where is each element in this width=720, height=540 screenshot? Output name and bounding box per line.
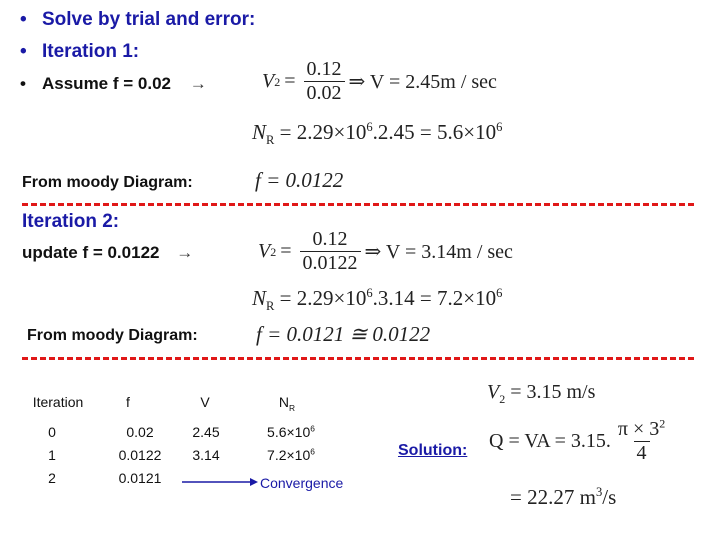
- bullet-iteration1-text: Iteration 1:: [42, 41, 140, 62]
- iter2-velocity-equation: V 2 = $\frac{0.12}{0.0122}$ ⇒ V = 3.14m / sec: [258, 228, 513, 274]
- bullet-iteration1: [20, 41, 139, 63]
- bullet-solve-text: Solve by trial and error:: [42, 9, 256, 30]
- exp: 6: [310, 446, 315, 457]
- nr-0: [256, 424, 326, 440]
- iter2-moody-label: From moody Diagram:: [27, 327, 198, 344]
- iter2-moody-f: f = 0.0121 ≅ 0.0122: [256, 322, 431, 346]
- exp: 2: [659, 416, 666, 431]
- exp: 6: [366, 286, 373, 300]
- nr-symbol: N: [252, 120, 267, 144]
- exp: 6: [496, 120, 503, 134]
- v-symbol: V: [262, 70, 275, 92]
- bullet-dot: •: [20, 9, 27, 30]
- v-symbol: V: [487, 381, 500, 403]
- q-num-text: π × 3: [617, 418, 660, 440]
- nr-symbol: N: [252, 286, 267, 310]
- nr-base: 7.2×10: [267, 447, 311, 463]
- nr-sub: R: [289, 402, 296, 413]
- nr-mid: .2.45 = 5.6×10: [372, 120, 497, 144]
- nr-symbol: N: [278, 394, 290, 410]
- nr-base: 5.6×10: [267, 424, 311, 440]
- iter1-moody-label: From moody Diagram:: [22, 174, 193, 191]
- exp: 3: [595, 485, 603, 499]
- bullet-dot: •: [20, 41, 27, 62]
- exp: 6: [496, 286, 503, 300]
- bullet-assume: [20, 74, 207, 94]
- nr-mid: .3.14 = 7.2×10: [372, 286, 497, 310]
- header-nr: [262, 394, 312, 413]
- iter1-moody-f: f = 0.0122: [255, 168, 344, 192]
- q-den: 4: [634, 441, 650, 465]
- nr-sub: R: [266, 133, 275, 148]
- solution-label: Solution:: [398, 442, 468, 459]
- iteration-2: 2: [48, 470, 56, 486]
- update-line: [22, 243, 193, 263]
- v-1: 3.14: [192, 447, 220, 463]
- convergence-arrow-icon: [180, 472, 260, 492]
- arrow-icon: →: [176, 243, 194, 262]
- f-0: 0.02: [126, 424, 154, 440]
- q-unit: /s: [602, 485, 617, 509]
- equals: =: [280, 240, 292, 262]
- iter1-result: ⇒ V = 2.45m / sec: [348, 71, 497, 93]
- iter2-result: ⇒ V = 3.14m / sec: [364, 241, 513, 263]
- iteration-0: 0: [48, 424, 56, 440]
- q-result: = 22.27 m: [510, 485, 596, 509]
- q-num: [615, 418, 668, 441]
- divider-2: [22, 357, 694, 360]
- iter1-num: 0.12: [306, 58, 342, 80]
- header-v: V: [200, 394, 210, 410]
- convergence-label: Convergence: [260, 475, 344, 491]
- nr-rhs: = 2.29×10: [279, 120, 367, 144]
- arrow-icon: →: [189, 74, 207, 93]
- v2-rhs: = 3.15 m/s: [510, 381, 596, 403]
- bullet-solve: [20, 9, 255, 31]
- nr-rhs: = 2.29×10: [279, 286, 367, 310]
- update-text: update f = 0.0122: [22, 243, 160, 262]
- divider-1: [22, 203, 694, 206]
- iter2-den: 0.0122: [300, 251, 361, 275]
- f-2: 0.0121: [118, 470, 162, 486]
- v-0: 2.45: [192, 424, 220, 440]
- iter1-reynolds: [252, 120, 503, 148]
- f-1: 0.0122: [118, 447, 162, 463]
- bullet-dot: •: [20, 74, 26, 93]
- v-sub: 2: [499, 392, 506, 406]
- exp: 6: [366, 120, 373, 134]
- nr-sub: R: [266, 299, 275, 314]
- iteration2-heading: Iteration 2:: [22, 211, 120, 232]
- solution-q-result: [510, 485, 616, 510]
- iter1-fraction: [304, 58, 345, 105]
- iter2-num: 0.12: [312, 228, 348, 250]
- q-lhs: Q = VA = 3.15.: [489, 430, 611, 452]
- exp: 6: [310, 423, 315, 434]
- iter2-reynolds: [252, 286, 503, 314]
- v-symbol: V: [258, 240, 271, 262]
- iteration-1: 1: [48, 447, 56, 463]
- iter1-den: 0.02: [304, 81, 345, 105]
- solution-v2: [487, 381, 595, 404]
- header-f: f: [126, 394, 130, 410]
- assume-text: Assume f = 0.02: [42, 74, 171, 93]
- iter1-velocity-equation: V 2 = $\frac{0.12}{0.02}$ ⇒ V = 2.45m / sec: [262, 58, 497, 104]
- nr-1: [256, 447, 326, 463]
- solution-q: [489, 418, 672, 465]
- iter2-fraction: [300, 228, 361, 275]
- q-fraction: [615, 418, 668, 465]
- equals: =: [284, 70, 296, 92]
- header-iteration: Iteration: [32, 394, 84, 410]
